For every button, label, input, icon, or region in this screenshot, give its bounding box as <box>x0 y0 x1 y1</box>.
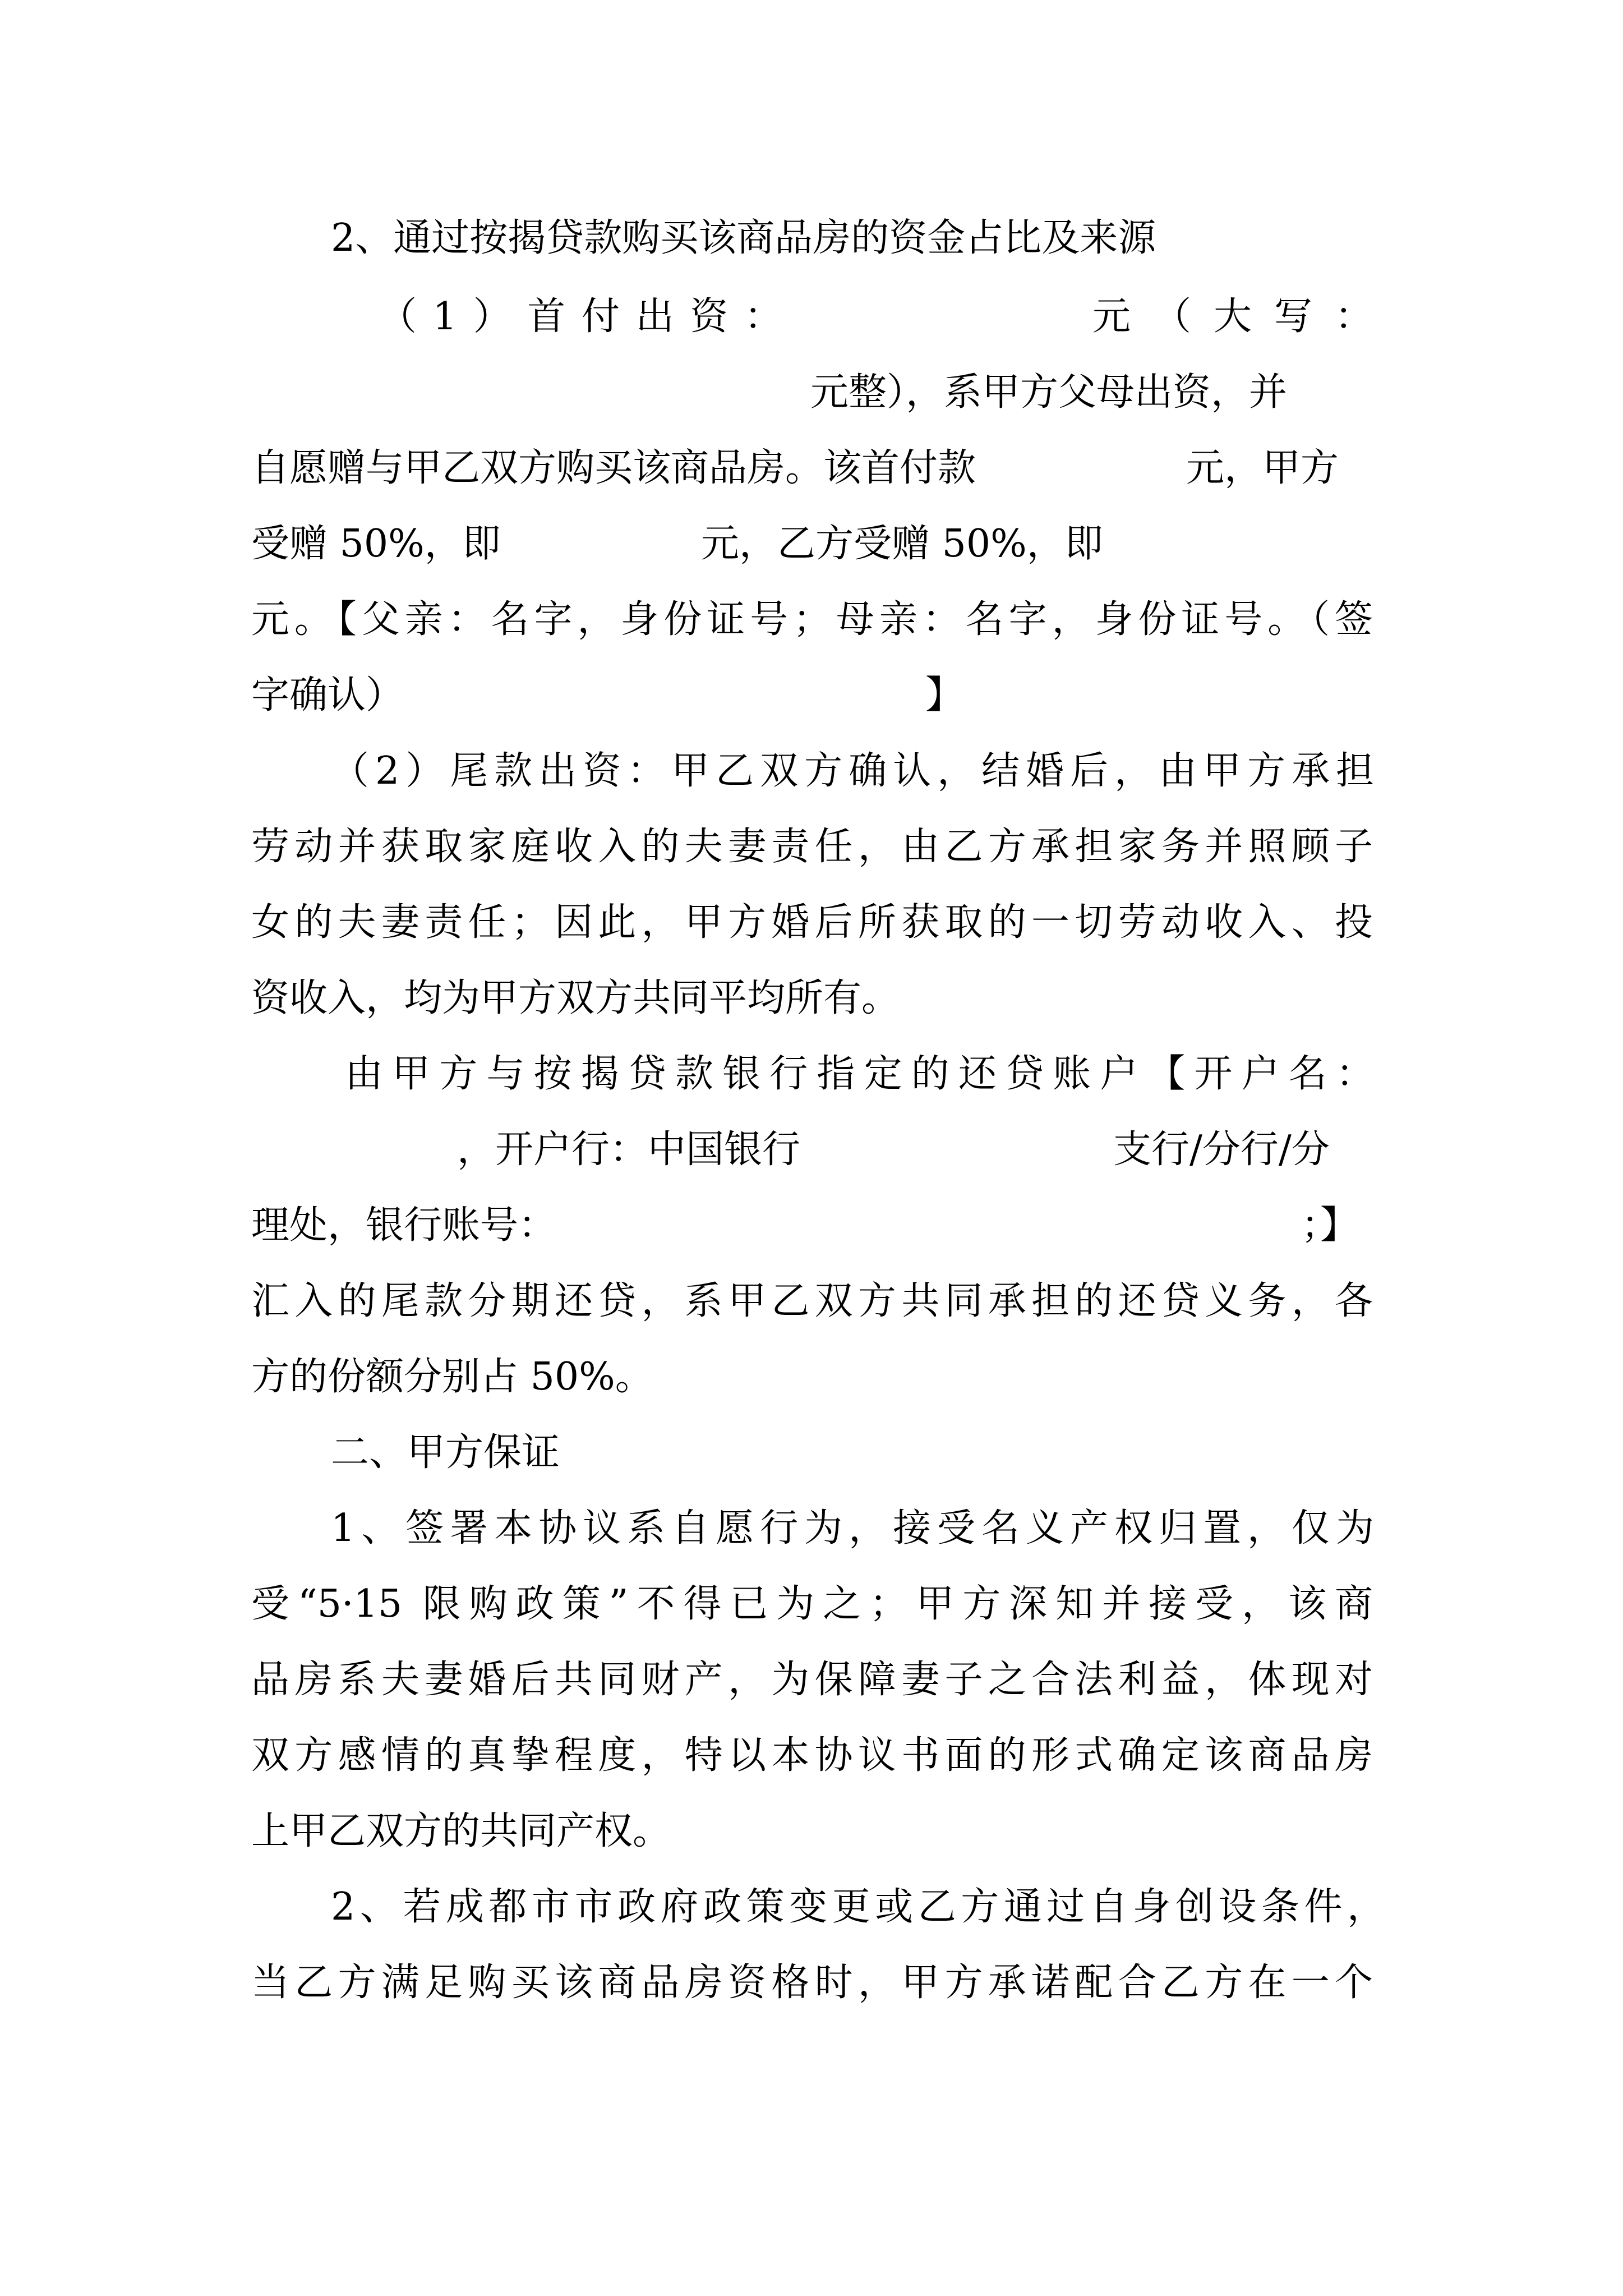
line-segment: ，开户行：中国银行 <box>457 1128 801 1172</box>
paragraph-line: 汇入的尾款分期还贷，系甲乙双方共同承担的还贷义务，各 <box>251 1279 1373 1323</box>
paragraph-line: 双方感情的真挚程度，特以本协议书面的形式确定该商品房 <box>251 1733 1373 1778</box>
paragraph-line: 资收入，均为甲方双方共同平均所有。 <box>251 976 900 1020</box>
paragraph-line: 元整），系甲方父母出资，并 <box>810 370 1288 415</box>
paragraph-line: 1、签署本协议系自愿行为，接受名义产权归置，仅为 <box>331 1506 1374 1550</box>
paragraph-line: 方的份额分别占 50%。 <box>251 1355 653 1399</box>
line-segment: ；】 <box>1301 1203 1359 1248</box>
line-segment: 元，乙方受赠 50%，即 <box>701 522 1103 566</box>
line-segment: 元（大写： <box>1092 295 1373 339</box>
paragraph-line: 受“5·15 限购政策”不得已为之；甲方深知并接受，该商 <box>251 1582 1373 1626</box>
line-segment: 理处，银行账号： <box>251 1203 557 1248</box>
line-segment: （1）首付出资： <box>379 295 782 339</box>
line-segment: 元，甲方 <box>1186 446 1339 490</box>
paragraph-line: 上甲乙双方的共同产权。 <box>251 1809 671 1853</box>
paragraph-line: （2）尾款出资：甲乙双方确认，结婚后，由甲方承担 <box>331 749 1374 793</box>
paragraph-line: 当乙方满足购买该商品房资格时，甲方承诺配合乙方在一个 <box>251 1961 1373 2005</box>
paragraph-line: 由甲方与按揭贷款银行指定的还贷账户【开户名： <box>345 1052 1374 1096</box>
paragraph-line: 女的夫妻责任；因此，甲方婚后所获取的一切劳动收入、投 <box>251 900 1373 945</box>
line-segment: 自愿赠与甲乙双方购买该商品房。该首付款 <box>251 446 976 490</box>
section-heading: 二、甲方保证 <box>331 1430 560 1475</box>
paragraph-line: 元。【父亲：名字，身份证号；母亲：名字，身份证号。（签 <box>251 597 1373 642</box>
line-segment: 受赠 50%，即 <box>251 522 501 566</box>
paragraph-line: 2、若成都市市政府政策变更或乙方通过自身创设条件， <box>331 1885 1385 1929</box>
paragraph-line: 劳动并获取家庭收入的夫妻责任，由乙方承担家务并照顾子 <box>251 825 1373 869</box>
line-segment: 字确认） <box>251 673 404 717</box>
line-segment: 支行/分行/分 <box>1113 1128 1330 1172</box>
section-heading: 2、通过按揭贷款购买该商品房的资金占比及来源 <box>331 216 1156 260</box>
line-segment: 】 <box>925 673 964 717</box>
paragraph-line: 品房系夫妻婚后共同财产，为保障妻子之合法利益，体现对 <box>251 1658 1373 1702</box>
